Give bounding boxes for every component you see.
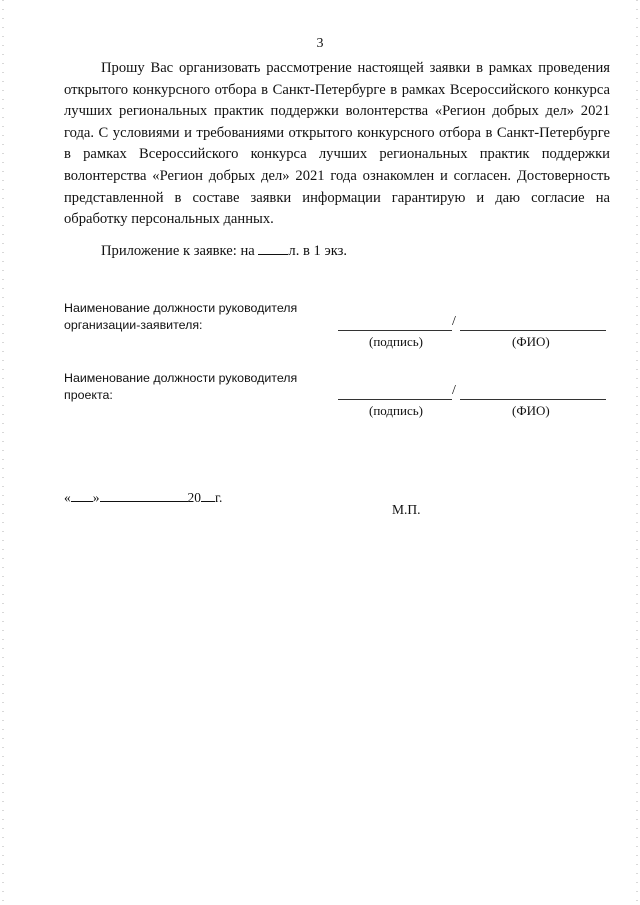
project-head-label-line1: Наименование должности руководителя [64,371,298,385]
project-head-name-line[interactable] [460,399,606,400]
project-head-position-label [64,370,297,404]
org-head-slash: / [452,314,456,329]
project-head-signature-caption: (подпись) [369,403,423,418]
stamp-placeholder: М.П. [392,502,421,517]
org-head-label-line1: Наименование должности руководителя [64,301,298,315]
org-head-label-line2: организации-заявителя: [64,318,203,332]
org-head-signature-caption: (подпись) [369,334,423,349]
left-edge-scan-dots [2,0,4,905]
page-number: 3 [316,36,324,51]
org-head-name-caption: (ФИО) [512,334,550,349]
date-month-blank[interactable] [100,487,188,502]
date-year-blank[interactable] [201,487,215,502]
date-year-suffix: г. [215,490,223,505]
date-year-prefix: 20 [187,490,201,505]
project-head-label-line2: проекта: [64,388,113,402]
appendix-prefix: Приложение к заявке: на [101,243,255,259]
appendix-pages-blank[interactable] [258,240,288,255]
date-day-blank[interactable] [71,487,93,502]
org-head-name-line[interactable] [460,330,606,331]
project-head-name-caption: (ФИО) [512,403,550,418]
date-close-quote: » [92,490,100,505]
project-head-signature-line[interactable] [338,399,452,400]
appendix-line [101,240,347,260]
date-open-quote: « [64,490,71,505]
date-line [64,487,222,506]
right-edge-scan-dots [636,0,638,905]
request-paragraph: Прошу Вас организовать рассмотрение настоящей заявки в рамках проведения открытого конкурсного отбора в Санкт-Петербурге в рамках Всероссийского конкурса лучших региональных практик поддержки волонтерства «Регион добрых дел» 2021 года. С условиями и требованиями открытого конкурсного отбора в Санкт-Петербурге в рамках Всероссийского конкурса лучших региональных практик поддержки волонтерства «Регион добрых дел» 2021 года ознакомлен и согласен. Достоверность представленной в составе заявки информации гарантирую и даю согласие на обработку персональных данных. [64,60,610,228]
org-head-position-label [64,300,297,334]
project-head-slash: / [452,383,456,398]
appendix-suffix: л. в 1 экз. [288,243,348,259]
org-head-signature-line[interactable] [338,330,452,331]
